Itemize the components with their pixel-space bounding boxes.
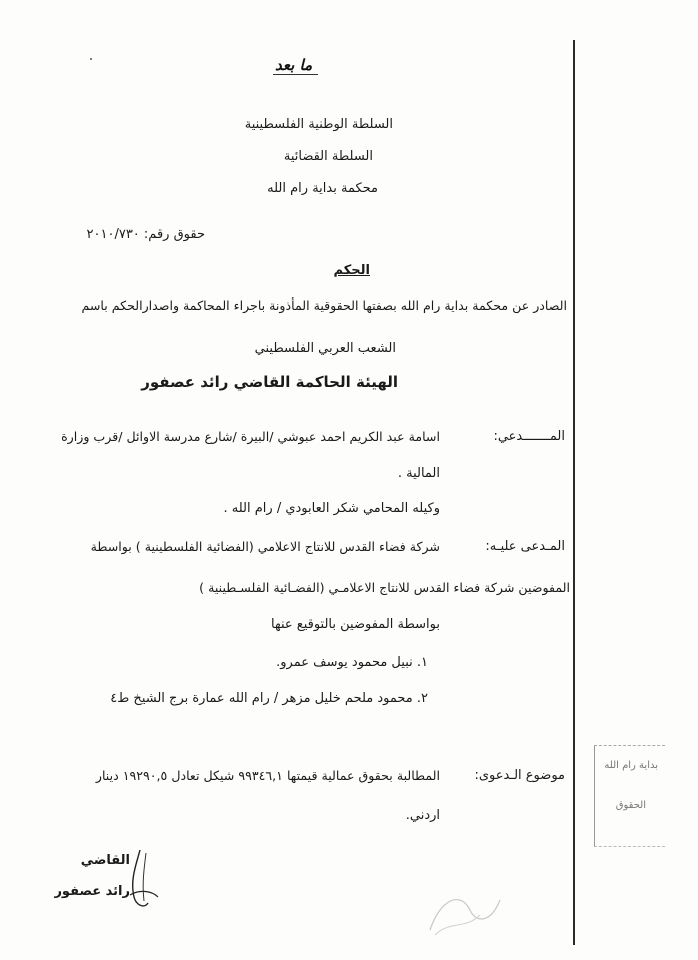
verdict-title: الحكم [333, 263, 370, 278]
stray-dot [90, 58, 92, 60]
signature-title: القاضي [80, 853, 130, 868]
stamp-line-2: الحقوق [615, 800, 646, 811]
issued-line-1: الصادر عن محكمة بداية رام الله بصفتها الحقوقية المأذونة باجراء المحاكمة واصدارالحكم باسم [81, 298, 567, 313]
plaintiff-attorney: وكيله المحامي شكر العابودي / رام الله . [223, 501, 440, 516]
issued-line-2: الشعب العربي الفلسطيني [254, 341, 396, 356]
subject-line-1: المطالبة بحقوق عمالية قيمتها ٩٩٣٤٦,١ شيكل تعادل ١٩٢٩٠,٥ دينار [95, 768, 440, 783]
continuation-mark-text: ما بعد [275, 56, 313, 74]
case-number: حقوق رقم: ٢٠١٠/٧٣٠ [86, 227, 205, 242]
handwritten-signature [100, 845, 170, 915]
defendant-item-1: ١. نبيل محمود يوسف عمرو. [276, 655, 428, 670]
defendant-line-1: شركة فضاء القدس للانتاج الاعلامي (الفضائية الفلسطينية ) بواسطة [90, 539, 440, 554]
continuation-mark [275, 56, 312, 74]
faint-stamp-mark [420, 880, 510, 940]
court-heading: محكمة بداية رام الله [267, 181, 378, 196]
plaintiff-line-1: اسامة عبد الكريم احمد عبوشي /البيرة /شارع مدرسة الاوائل /قرب وزارة [61, 429, 440, 444]
defendant-line-3: بواسطة المفوضين بالتوقيع عنها [271, 617, 440, 632]
plaintiff-line-2: المالية . [397, 466, 440, 481]
judiciary-heading: السلطة القضائية [283, 149, 373, 164]
subject-line-2: اردني. [405, 808, 440, 823]
margin-rule [573, 40, 575, 945]
defendant-item-2: ٢. محمود ملحم خليل مزهر / رام الله عمارة برج الشيخ ط٤ [110, 691, 428, 706]
subject-label: موضوع الـدعوى: [474, 768, 565, 783]
plaintiff-label: المـــــــدعي: [493, 429, 565, 444]
authority-heading: السلطة الوطنية الفلسطينية [244, 117, 393, 132]
defendant-label: المـدعى عليـه: [485, 539, 565, 554]
signature-name: رائد عصفور [54, 884, 130, 899]
defendant-line-2: المفوضين شركة فضاء القدس للانتاج الاعلامـي (الفضـائية الفلسـطينية ) [199, 580, 570, 595]
stamp-line-1: بداية رام الله [604, 760, 658, 771]
panel-heading: الهيئة الحاكمة القاضي رائد عصفور [141, 373, 398, 391]
